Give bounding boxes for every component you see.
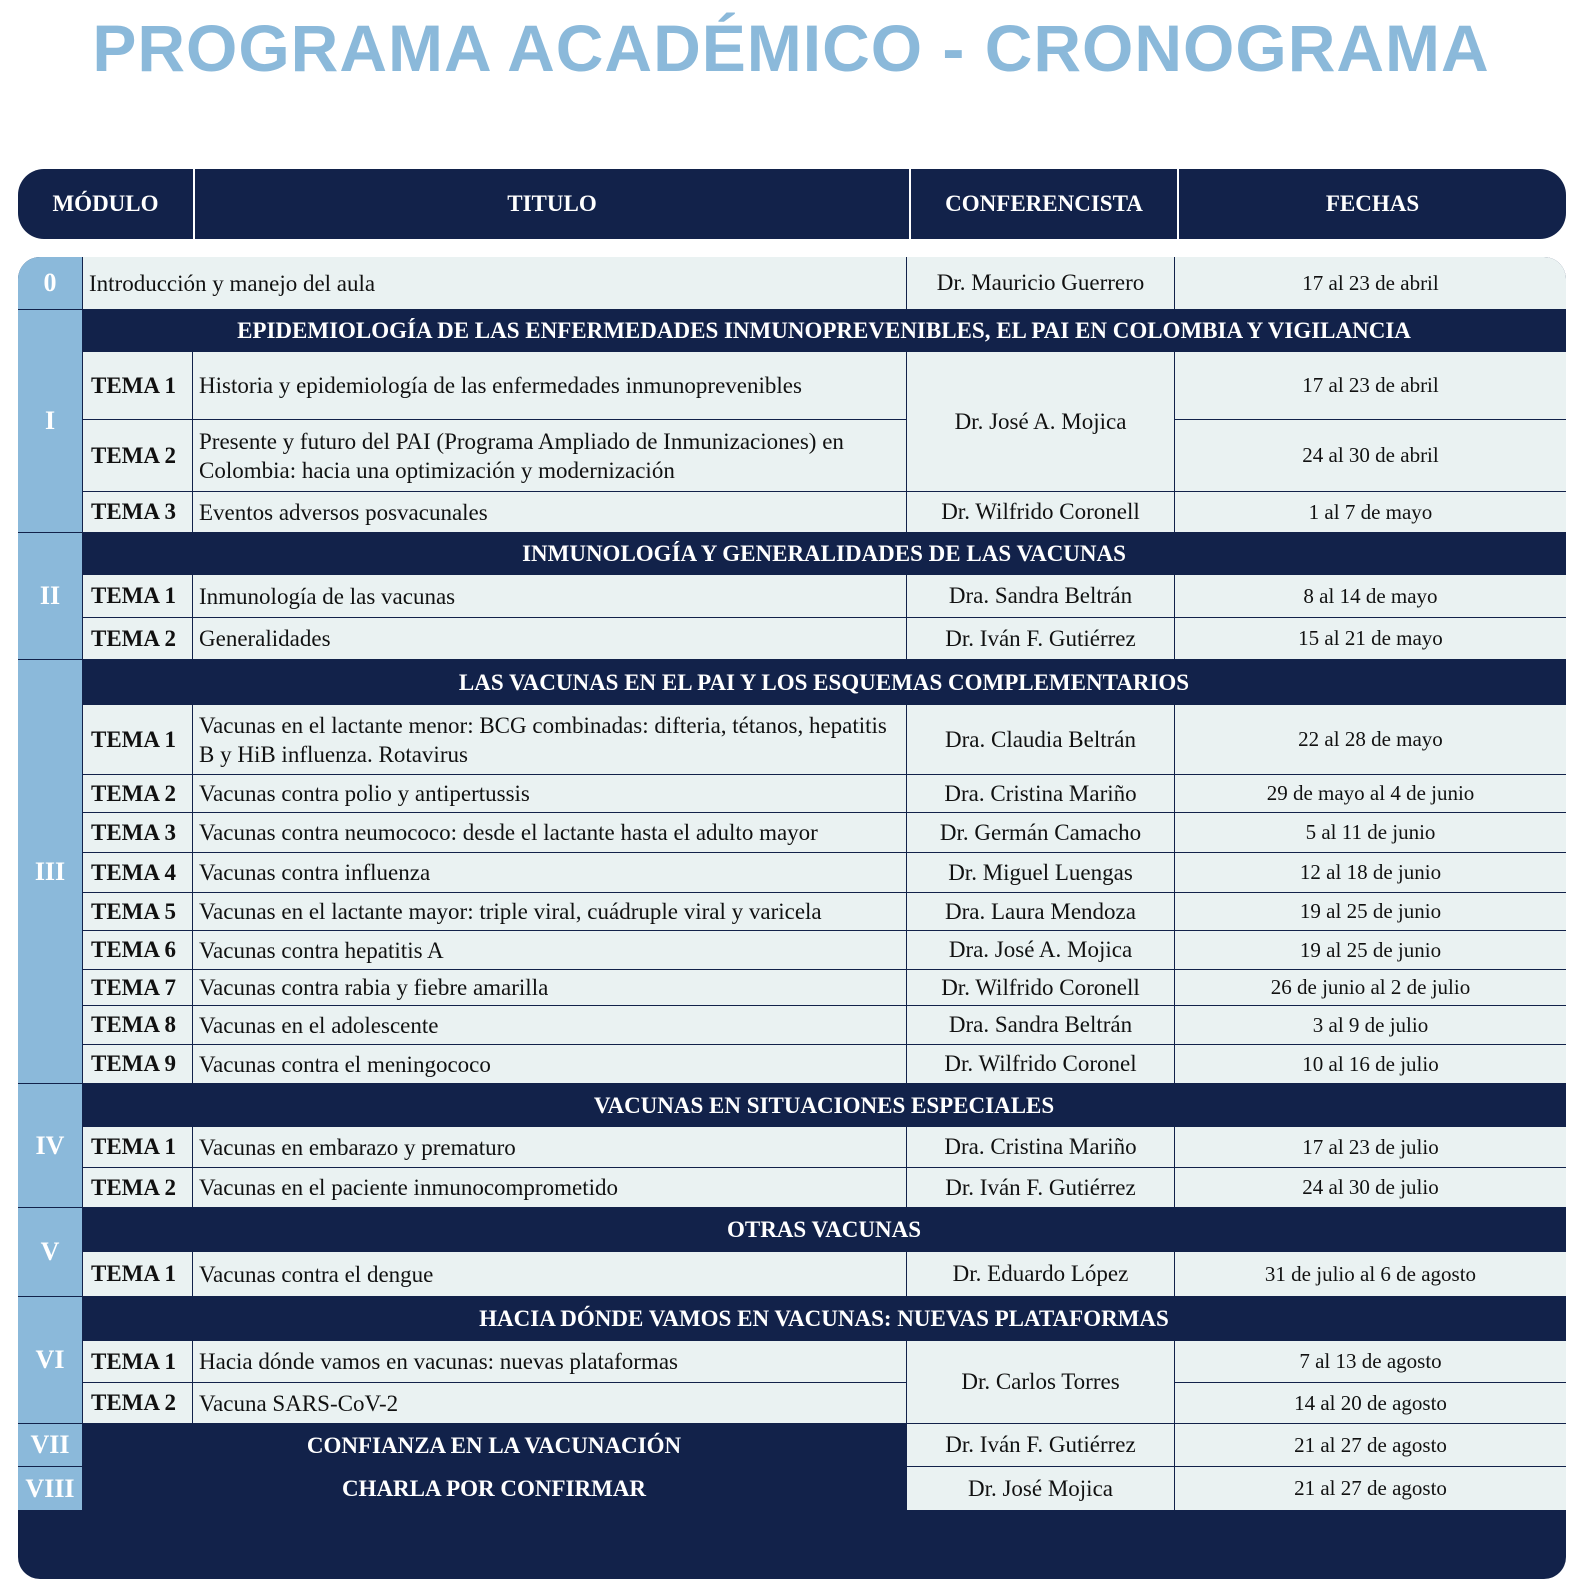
tema-title: Vacunas en el lactante menor: BCG combinadas: difteria, tétanos, hepatitis B y HiB influenza. Rotavirus (193, 705, 906, 774)
module-topic: INMUNOLOGÍA Y GENERALIDADES DE LAS VACUNAS (82, 533, 1566, 575)
date: 15 al 21 de mayo (1175, 618, 1566, 659)
speaker: Dra. Cristina Mariño (907, 1127, 1174, 1167)
date: 22 al 28 de mayo (1175, 705, 1566, 774)
tema-label: TEMA 1 (83, 575, 192, 617)
date: 24 al 30 de julio (1175, 1168, 1566, 1207)
page-title: PROGRAMA ACADÉMICO - CRONOGRAMA (92, 11, 1490, 85)
module-number: I (18, 310, 82, 532)
speaker: Dr. Wilfrido Coronel (907, 1045, 1174, 1083)
date: 21 al 27 de agosto (1175, 1467, 1566, 1510)
tema-title: Presente y futuro del PAI (Programa Ampliado de Inmunizaciones) en Colombia: hacia una optimización y modernización (193, 420, 906, 491)
tema-label: TEMA 1 (83, 1127, 192, 1167)
module-topic: HACIA DÓNDE VAMOS EN VACUNAS: NUEVAS PLATAFORMAS (82, 1297, 1566, 1341)
date: 19 al 25 de junio (1175, 931, 1566, 969)
tema-title: Vacunas contra polio y antipertussis (193, 775, 906, 812)
date: 17 al 23 de abril (1175, 352, 1566, 419)
tema-title: Historia y epidemiología de las enfermedades inmunoprevenibles (193, 352, 906, 419)
speaker: Dra. José A. Mojica (907, 931, 1174, 969)
date: 21 al 27 de agosto (1175, 1424, 1566, 1466)
module-number: VII (18, 1424, 82, 1466)
date: 1 al 7 de mayo (1175, 492, 1566, 532)
tema-title: Vacunas contra rabia y fiebre amarilla (193, 970, 906, 1005)
speaker: Dra. Claudia Beltrán (907, 705, 1174, 774)
module-topic: EPIDEMIOLOGÍA DE LAS ENFERMEDADES INMUNOPREVENIBLES, EL PAI EN COLOMBIA Y VIGILANCIA (82, 310, 1566, 352)
date: 10 al 16 de julio (1175, 1045, 1566, 1083)
module-number: VIII (18, 1467, 82, 1510)
tema-label: TEMA 2 (83, 618, 192, 659)
speaker: Dr. Miguel Luengas (907, 853, 1174, 892)
speaker: Dra. Cristina Mariño (907, 775, 1174, 812)
row-title: Introducción y manejo del aula (83, 257, 906, 309)
date: 3 al 9 de julio (1175, 1006, 1566, 1044)
tema-label: TEMA 4 (83, 853, 192, 892)
date: 14 al 20 de agosto (1175, 1383, 1566, 1423)
tema-label: TEMA 9 (83, 1045, 192, 1083)
speaker: Dr. Germán Camacho (907, 813, 1174, 852)
date: 31 de julio al 6 de agosto (1175, 1252, 1566, 1296)
tema-title: Vacunas contra influenza (193, 853, 906, 892)
tema-label: TEMA 2 (83, 1383, 192, 1423)
tema-title: Generalidades (193, 618, 906, 659)
tema-title: Vacunas contra hepatitis A (193, 931, 906, 969)
date: 17 al 23 de abril (1175, 257, 1566, 309)
tema-title: Vacunas en el lactante mayor: triple viral, cuádruple viral y varicela (193, 893, 906, 930)
schedule-table (18, 257, 1566, 1579)
tema-title: Inmunología de las vacunas (193, 575, 906, 617)
module-topic: VACUNAS EN SITUACIONES ESPECIALES (82, 1084, 1566, 1127)
speaker: Dr. Eduardo López (907, 1252, 1174, 1296)
date: 19 al 25 de junio (1175, 893, 1566, 930)
tema-title: Eventos adversos posvacunales (193, 492, 906, 532)
tema-label: TEMA 6 (83, 931, 192, 969)
speaker: Dra. Laura Mendoza (907, 893, 1174, 930)
tema-title: Vacuna SARS-CoV-2 (193, 1383, 906, 1423)
speaker: Dr. Wilfrido Coronell (907, 970, 1174, 1005)
date: 24 al 30 de abril (1175, 420, 1566, 491)
tema-title: Vacunas en embarazo y prematuro (193, 1127, 906, 1167)
date: 17 al 23 de julio (1175, 1127, 1566, 1167)
speaker: Dr. Iván F. Gutiérrez (907, 618, 1174, 659)
table-header (18, 169, 1566, 239)
module-topic: LAS VACUNAS EN EL PAI Y LOS ESQUEMAS COMPLEMENTARIOS (82, 660, 1566, 705)
tema-label: TEMA 1 (83, 1341, 192, 1382)
tema-title: Vacunas contra neumococo: desde el lactante hasta el adulto mayor (193, 813, 906, 852)
header-titulo: TITULO (507, 191, 597, 216)
speaker: Dr. Iván F. Gutiérrez (907, 1424, 1174, 1466)
speaker: Dr. Carlos Torres (907, 1341, 1174, 1423)
tema-label: TEMA 1 (83, 705, 192, 774)
tema-title: Vacunas contra el meningococo (193, 1045, 906, 1083)
date: 29 de mayo al 4 de junio (1175, 775, 1566, 812)
tema-label: TEMA 8 (83, 1006, 192, 1044)
tema-label: TEMA 3 (83, 492, 192, 532)
module-number: III (18, 660, 82, 1083)
speaker: Dr. José A. Mojica (907, 352, 1174, 491)
tema-label: TEMA 2 (83, 775, 192, 812)
tema-label: TEMA 1 (83, 352, 192, 419)
header-fechas: FECHAS (1325, 191, 1420, 216)
tema-title: Vacunas en el adolescente (193, 1006, 906, 1044)
module-topic: CONFIANZA EN LA VACUNACIÓN (82, 1424, 906, 1467)
date: 8 al 14 de mayo (1175, 575, 1566, 617)
module-topic: OTRAS VACUNAS (82, 1208, 1566, 1252)
header-conferencista: CONFERENCISTA (945, 191, 1143, 216)
speaker: Dra. Sandra Beltrán (907, 1006, 1174, 1044)
speaker: Dr. Mauricio Guerrero (907, 257, 1174, 309)
tema-label: TEMA 5 (83, 893, 192, 930)
module-number: 0 (18, 257, 82, 309)
tema-label: TEMA 2 (83, 1168, 192, 1207)
tema-label: TEMA 1 (83, 1252, 192, 1296)
speaker: Dr. José Mojica (907, 1467, 1174, 1510)
tema-label: TEMA 3 (83, 813, 192, 852)
date: 5 al 11 de junio (1175, 813, 1566, 852)
tema-label: TEMA 7 (83, 970, 192, 1005)
speaker: Dr. Iván F. Gutiérrez (907, 1168, 1174, 1207)
module-number: VI (18, 1297, 82, 1423)
date: 7 al 13 de agosto (1175, 1341, 1566, 1382)
date: 26 de junio al 2 de julio (1175, 970, 1566, 1005)
date: 12 al 18 de junio (1175, 853, 1566, 892)
tema-title: Vacunas en el paciente inmunocomprometido (193, 1168, 906, 1207)
tema-title: Hacia dónde vamos en vacunas: nuevas plataformas (193, 1341, 906, 1382)
module-number: V (18, 1208, 82, 1296)
module-number: II (18, 533, 82, 659)
tema-label: TEMA 2 (83, 420, 192, 491)
module-number: IV (18, 1084, 82, 1207)
header-modulo: MÓDULO (52, 191, 159, 216)
speaker: Dr. Wilfrido Coronell (907, 492, 1174, 532)
speaker: Dra. Sandra Beltrán (907, 575, 1174, 617)
module-topic: CHARLA POR CONFIRMAR (82, 1467, 906, 1511)
tema-title: Vacunas contra el dengue (193, 1252, 906, 1296)
